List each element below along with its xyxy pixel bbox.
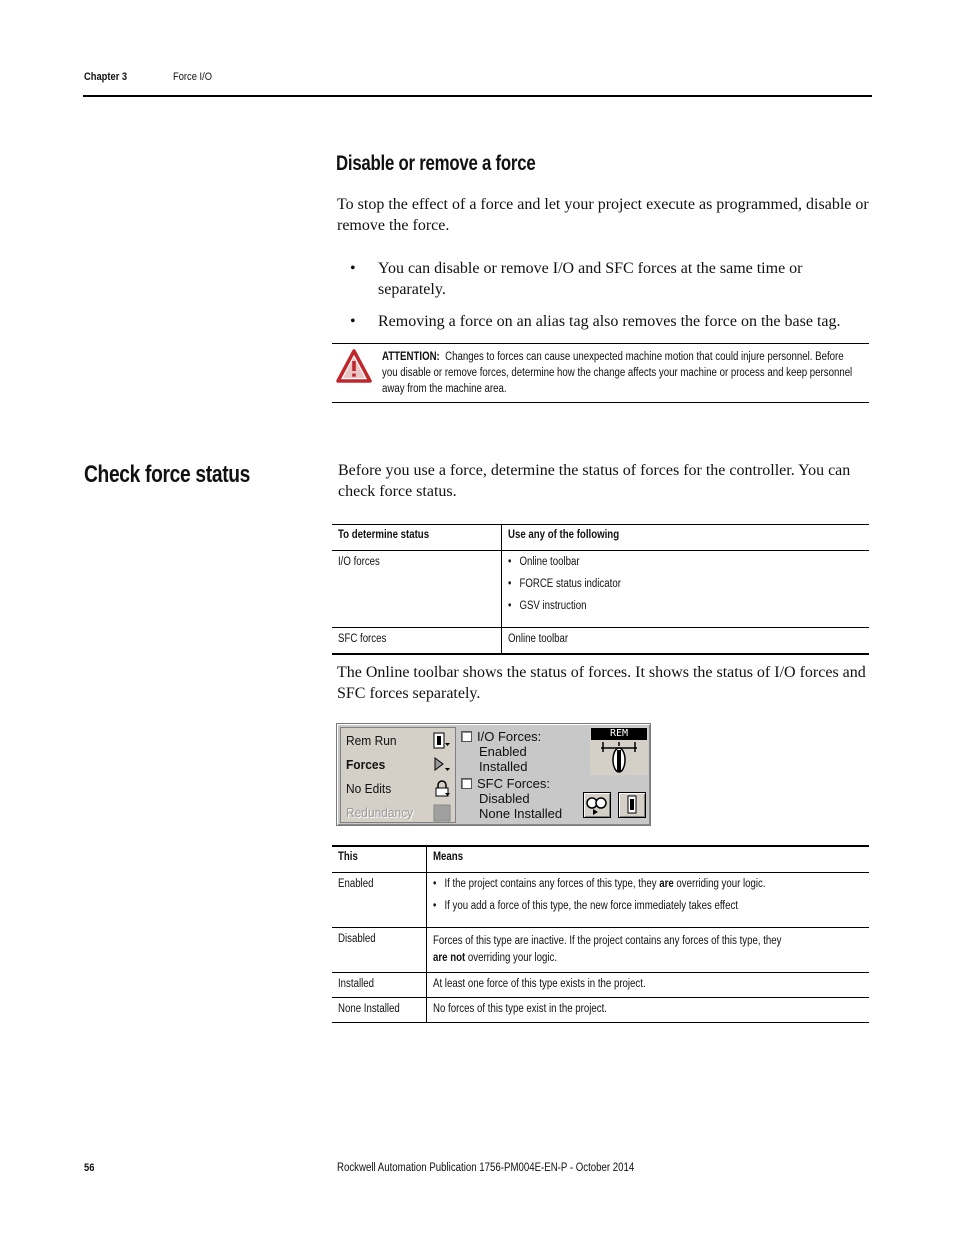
keyswitch-indicator (590, 727, 648, 775)
key-icon (599, 740, 639, 774)
means-table (332, 845, 869, 1023)
table-cell: None Installed (332, 997, 427, 1022)
online-toolbar-image (336, 723, 651, 826)
list-item (350, 258, 860, 300)
keyswitch-label: REM (591, 728, 647, 740)
attention-message: Changes to forces can cause unexpected machine motion that could injure personnel. Before you disable or remove forces, determine how the change affects your machine or process and keep personnel away from the machine area. (382, 351, 853, 395)
table-cell: Enabled (332, 872, 427, 927)
table-header-row (332, 525, 869, 551)
list-item: • If the project contains any forces of this type, they are overriding your logic. (433, 877, 766, 890)
bullet-icon: • (350, 313, 356, 330)
table-row (332, 628, 869, 654)
bullet-list (350, 258, 860, 343)
io-forces-label[interactable]: I/O Forces: (461, 729, 589, 744)
table-row (332, 927, 869, 972)
list-item-text: You can disable or remove I/O and SFC forces at the same time or separately. (378, 260, 803, 298)
table-cell (427, 872, 870, 927)
status-table (332, 524, 869, 655)
page-number: 56 (84, 1162, 95, 1174)
sequence-icon (584, 793, 610, 817)
table-cell: Disabled (332, 927, 427, 972)
table-row (332, 872, 869, 927)
table-cell: Installed (332, 972, 427, 997)
attention-box (332, 343, 869, 403)
sfc-forces-label[interactable]: SFC Forces: (461, 776, 589, 791)
table-cell: I/O forces (332, 551, 501, 628)
bullet-icon: • (350, 260, 356, 277)
attention-text (382, 349, 852, 397)
controller-button[interactable] (618, 792, 646, 818)
toolbar-row-mode[interactable]: Rem Run (343, 730, 455, 752)
list-item: • GSV instruction (507, 600, 587, 612)
column-header: This (332, 846, 427, 872)
toolbar-row-edits[interactable]: No Edits (343, 778, 455, 800)
toolbar-status-panel (340, 727, 456, 823)
attention-label: ATTENTION: (382, 351, 440, 363)
sfc-forces-disabled: Disabled (479, 791, 530, 806)
forces-dropdown-icon (433, 756, 451, 774)
publication-info: Rockwell Automation Publication 1756-PM004E-EN-P - October 2014 (337, 1162, 635, 1174)
list-item: • If you add a force of this type, the new force immediately takes effect (433, 899, 738, 912)
cell-list (508, 556, 864, 622)
controller-dropdown-icon (433, 732, 451, 750)
toolbar-row-redundancy: Redundancy (343, 802, 455, 824)
section-paragraph: Before you use a force, determine the status of forces for the controller. You can check force status. (338, 462, 851, 500)
toolbar-row-forces[interactable]: Forces (343, 754, 455, 776)
column-header: Means (427, 846, 870, 872)
table-cell: SFC forces (332, 628, 501, 654)
section-paragraph: To stop the effect of a force and let your project execute as programmed, disable or remove the force. (337, 196, 869, 234)
table-cell: Online toolbar (507, 633, 568, 645)
table-cell: At least one force of this type exists in the project. (427, 972, 870, 997)
table-row (332, 972, 869, 997)
column-header: Use any of the following (501, 525, 869, 551)
chapter-title: Force I/O (173, 71, 212, 83)
column-header: To determine status (332, 525, 501, 551)
table-cell (501, 551, 869, 628)
sfc-forces-checkbox[interactable] (461, 778, 472, 789)
lock-icon (433, 780, 451, 798)
table-header-row (332, 846, 869, 872)
table-row (332, 551, 869, 628)
list-item (350, 311, 860, 332)
table-cell: Forces of this type are inactive. If the project contains any forces of this type, they are not overriding your logic. (427, 927, 870, 972)
redundancy-icon (433, 804, 451, 822)
io-forces-enabled: Enabled (479, 744, 527, 759)
toolbar-paragraph: The Online toolbar shows the status of forces. It shows the status of I/O forces and SFC forces separately. (337, 664, 866, 702)
force-status-panel (461, 727, 589, 823)
io-forces-installed: Installed (479, 759, 528, 774)
list-item-text: Removing a force on an alias tag also removes the force on the base tag. (378, 313, 841, 330)
cell-list (433, 878, 863, 922)
section-heading-disable-remove: Disable or remove a force (336, 152, 536, 175)
list-item: • FORCE status indicator (507, 578, 621, 590)
chapter-label: Chapter 3 (84, 71, 128, 83)
warning-triangle-icon (336, 349, 372, 383)
io-forces-checkbox[interactable] (461, 731, 472, 742)
header-rule (83, 95, 872, 97)
sfc-forces-installed: None Installed (479, 806, 563, 821)
list-item: • Online toolbar (507, 556, 580, 568)
controller-icon (619, 793, 645, 817)
table-cell: No forces of this type exist in the project. (433, 1002, 607, 1015)
table-row (332, 997, 869, 1022)
sequence-button[interactable] (583, 792, 611, 818)
section-heading-check-status: Check force status (84, 461, 251, 488)
